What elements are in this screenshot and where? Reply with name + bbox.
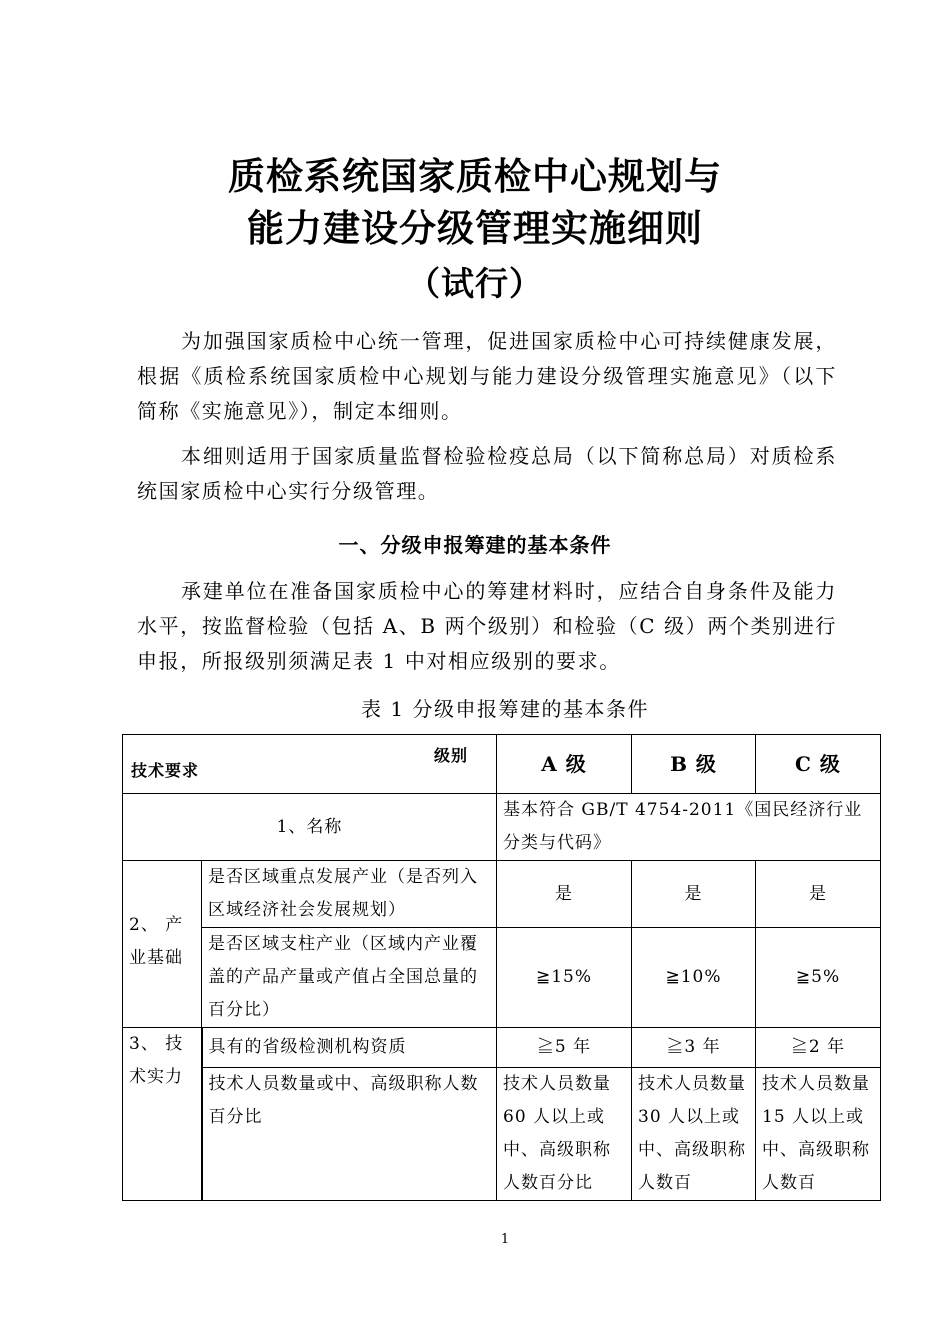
row-qualification-label: 具有的省级检测机构资质 [202, 1028, 497, 1068]
table-row [123, 928, 881, 1028]
row-key-industry-label: 是否区域重点发展产业（是否列入区域经济社会发展规划） [202, 861, 497, 928]
section-paragraph: 承建单位在准备国家质检中心的筹建材料时，应结合自身条件及能力水平，按监督检验（包括 A、B 两个级别）和检验（C 级）两个类别进行申报，所报级别须满足表 1 中对相应级别的要求。 [137, 579, 837, 673]
row-pillar-industry-c: ≧5% [756, 928, 881, 1028]
row-key-industry-c: 是 [756, 861, 881, 928]
section-heading: 一、分级申报筹建的基本条件 [338, 533, 612, 557]
group-tech-label: 3、 技术实力 [123, 1028, 202, 1201]
row-key-industry-b: 是 [632, 861, 756, 928]
row-name-value: 基本符合 GB/T 4754-2011《国民经济行业分类与代码》 [497, 794, 881, 861]
row-staff-label: 技术人员数量或中、高级职称人数百分比 [202, 1068, 497, 1201]
group-industry-label: 2、 产业基础 [123, 861, 202, 1028]
row-key-industry-a: 是 [497, 861, 632, 928]
title-line-1: 质检系统国家质检中心规划与 [228, 155, 722, 198]
row-qualification-b: ≧3 年 [632, 1028, 756, 1068]
row-qualification-c: ≧2 年 [756, 1028, 881, 1068]
table-corner-cell [123, 735, 497, 794]
table-row [123, 1028, 881, 1068]
row-pillar-industry-label: 是否区域支柱产业（区域内产业覆盖的产品产量或产值占全国总量的百分比） [202, 928, 497, 1028]
table-header-row [123, 735, 881, 794]
table-caption: 表 1 分级申报筹建的基本条件 [361, 697, 649, 721]
row-name-label: 1、名称 [123, 794, 497, 861]
row-staff-a: 技术人员数量 60 人以上或中、高级职称人数百分比 [497, 1068, 632, 1201]
corner-level-label: 级别 [433, 746, 468, 765]
conditions-table [122, 734, 881, 1201]
table-row [123, 1068, 881, 1201]
page-number: 1 [500, 1232, 510, 1247]
column-header-a: A 级 [497, 735, 632, 794]
row-pillar-industry-a: ≧15% [497, 928, 632, 1028]
column-header-b: B 级 [632, 735, 756, 794]
title-line-3: （试行） [407, 264, 543, 303]
column-header-c: C 级 [756, 735, 881, 794]
row-pillar-industry-b: ≧10% [632, 928, 756, 1028]
scope-paragraph: 本细则适用于国家质量监督检验检疫总局（以下简称总局）对质检系统国家质检中心实行分级管理。 [137, 444, 837, 503]
row-staff-b: 技术人员数量 30 人以上或中、高级职称人数百 [632, 1068, 756, 1201]
row-qualification-a: ≧5 年 [497, 1028, 632, 1068]
row-staff-c: 技术人员数量 15 人以上或中、高级职称人数百 [756, 1068, 881, 1201]
title-line-2: 能力建设分级管理实施细则 [247, 207, 703, 250]
corner-requirement-label: 技术要求 [131, 761, 200, 780]
table-row [123, 861, 881, 928]
intro-paragraph: 为加强国家质检中心统一管理，促进国家质检中心可持续健康发展，根据《质检系统国家质检中心规划与能力建设分级管理实施意见》（以下简称《实施意见》），制定本细则。 [137, 329, 837, 423]
table-row [123, 794, 881, 861]
